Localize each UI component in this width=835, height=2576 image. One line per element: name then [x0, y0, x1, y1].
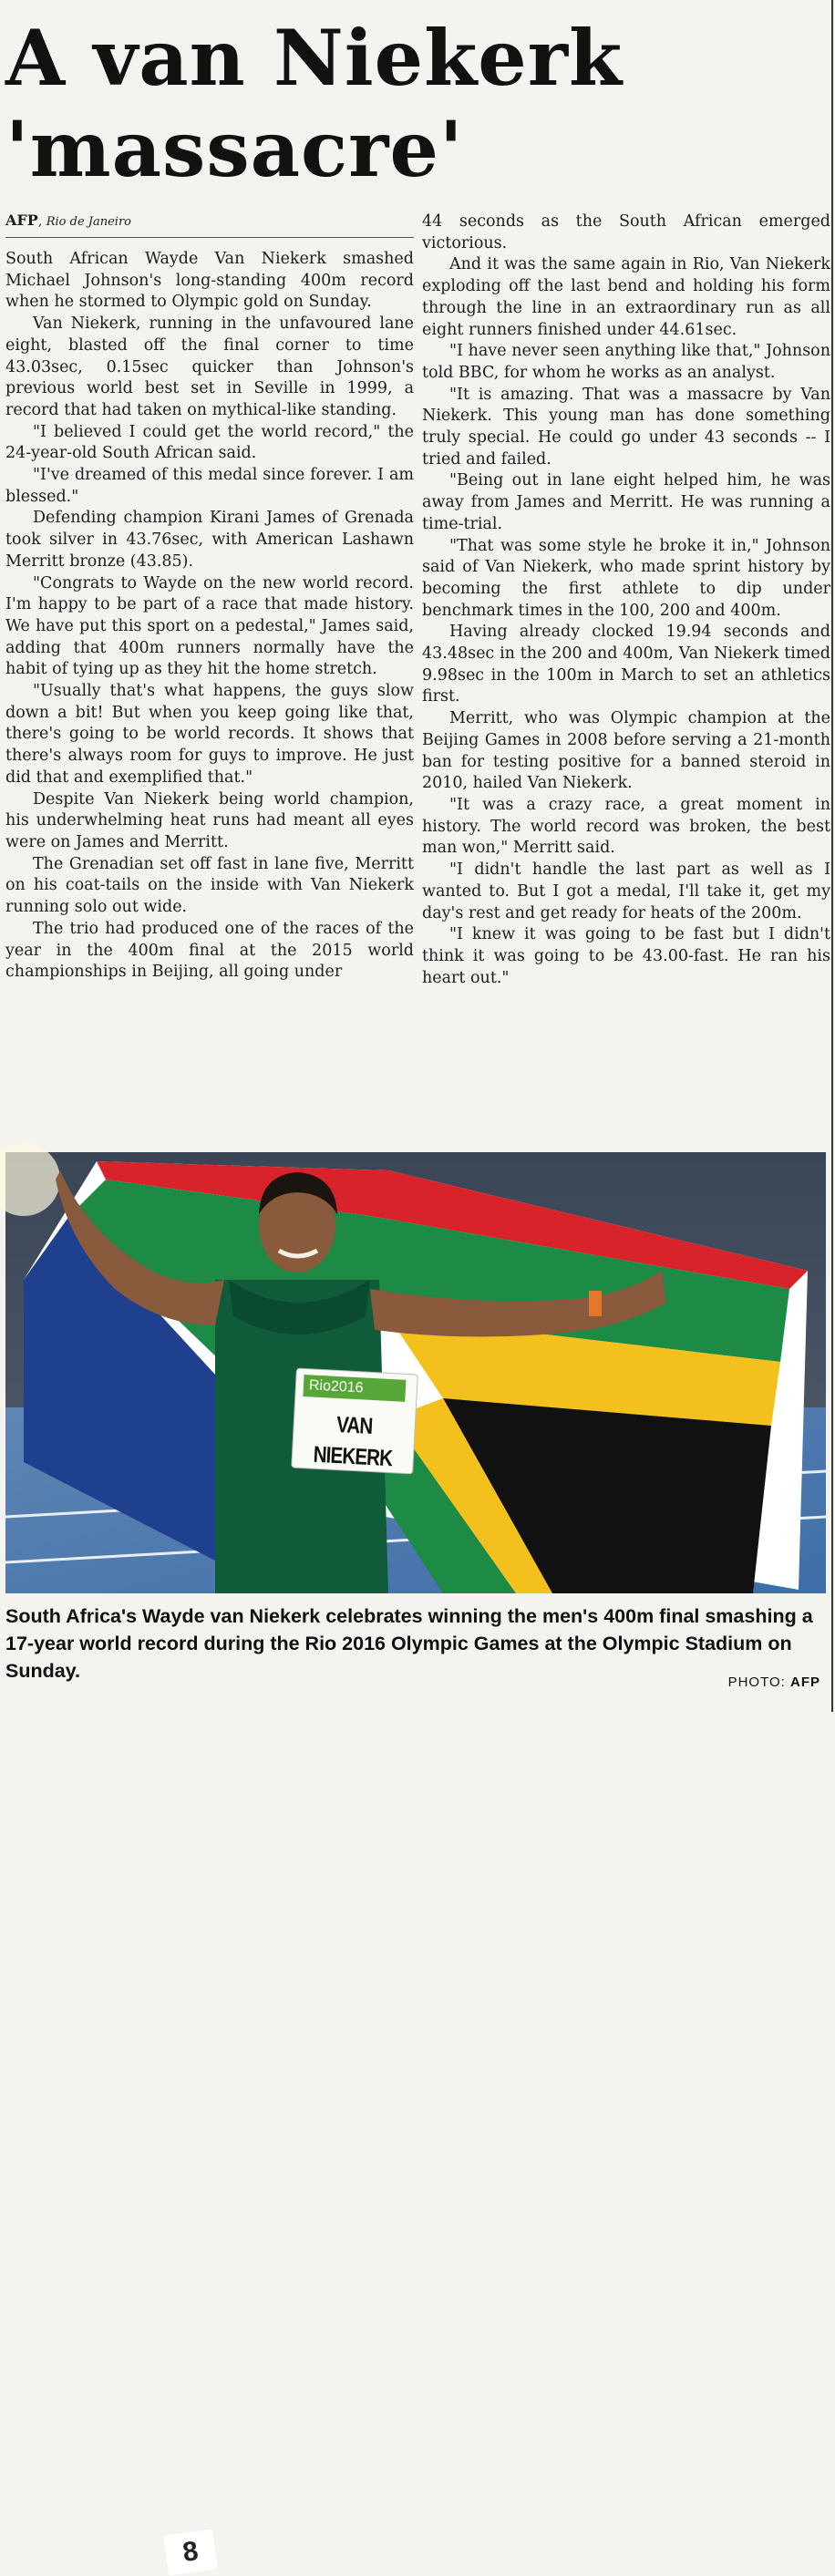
- paragraph: Merritt, who was Olympic champion at the Beijing Games in 2008 before serving a 21-month ban for testing positive for a banned steroid in 2010, hailed Van Niekerk.: [422, 709, 830, 793]
- paragraph: Despite Van Niekerk being world champion, his underwhelming heat runs had meant all eyes were on James and Merritt.: [5, 789, 414, 851]
- article-left-column: [5, 211, 414, 1132]
- headline: A van Niekerk 'massacre': [5, 13, 624, 194]
- paragraph: South African Wayde Van Niekerk smashed Michael Johnson's long-standing 400m record when he stormed to Olympic gold on Sunday.: [5, 250, 414, 312]
- bib-name: VAN NIEKERK: [313, 1411, 393, 1472]
- photo-credit-label: PHOTO:: [727, 1674, 786, 1690]
- paragraph: "I didn't handle the last part as well as I wanted to. But I got a medal, I'll take it, get my day's rest and get ready for heats of the 200m.: [422, 860, 830, 922]
- paragraph: "That was some style he broke it in," Johnson said of Van Niekerk, who made sprint history by becoming the first athlete to dip under benchmark times in the 100, 200 and 400m.: [422, 536, 830, 620]
- race-bib: [291, 1368, 418, 1475]
- paragraph: "I knew it was going to be fast but I didn't think it was going to be 43.00-fast. He ran his heart out.": [422, 925, 830, 987]
- paragraph: "Usually that's what happens, the guys slow down a bit! But when you keep going like that, there's going to be world records. It shows that there's always room for guys to improve. He just did that and exemplified that.": [5, 682, 414, 787]
- byline-separator: ,: [37, 214, 46, 229]
- paragraph: The trio had produced one of the races of the year in the 400m final at the 2015 world championships in Beijing, all going under: [5, 919, 414, 982]
- bib-brand: Rio2016: [303, 1375, 406, 1402]
- paragraph: "It is amazing. That was a massacre by Van Niekerk. This young man has done something truly special. He could go under 43 seconds -- I tried and failed.: [422, 385, 830, 469]
- lane-number-card: 8: [163, 2529, 218, 2575]
- paragraph: "I've dreamed of this medal since forever. I am blessed.": [5, 466, 414, 506]
- byline-agency: AFP: [5, 211, 38, 229]
- paragraph: "Being out in lane eight helped him, he was away from James and Merritt. He was running a time-trial.: [422, 471, 830, 533]
- paragraph: Defending champion Kirani James of Grenada took silver in 43.76sec, with American Lashawn Merritt bronze (43.85).: [5, 509, 414, 571]
- page-border: [831, 0, 833, 1712]
- paragraph: "Congrats to Wayde on the new world record. I'm happy to be part of a race that made history. We have put this sport on a pedestal," James said, adding that 400m runners normally have the habit of tying up as they hit the home stretch.: [5, 573, 414, 679]
- paragraph: The Grenadian set off fast in lane five, Merritt on his coat-tails on the inside with Van Niekerk running solo out wide.: [5, 854, 414, 917]
- byline: [5, 211, 414, 238]
- photo-illustration: [5, 1152, 826, 1593]
- photo-credit-agency: AFP: [790, 1674, 820, 1690]
- photo-credit: [728, 1674, 820, 1690]
- paragraph: And it was the same again in Rio, Van Niekerk exploding off the last bend and holding his form through the line in an extraordinary run as all eight runners finished under 44.61sec.: [422, 255, 830, 339]
- paragraph: Having already clocked 19.94 seconds and 43.48sec in the 200 and 400m, Van Niekerk timed 9.98sec in the 100m in March to set an athletics first.: [422, 623, 830, 706]
- article-right-column: [422, 211, 830, 1132]
- photo-caption: South Africa's Wayde van Niekerk celebrates winning the men's 400m final smashing a 17-year world record during the Rio 2016 Olympic Games at the Olympic Stadium on Sunday.: [5, 1605, 813, 1682]
- paragraph: "I believed I could get the world record," the 24-year-old South African said.: [5, 422, 414, 463]
- byline-location: Rio de Janeiro: [46, 215, 131, 229]
- paragraph: "It was a crazy race, a great moment in history. The world record was broken, the best man won," Merritt said.: [422, 795, 830, 858]
- paragraph: 44 seconds as the South African emerged victorious.: [422, 212, 830, 252]
- paragraph: Van Niekerk, running in the unfavoured lane eight, blasted off the final corner to time 43.03sec, 0.15sec quicker than Johnson's previous world best set in Seville in 1999, a record that had taken on mythical-like standing.: [5, 314, 414, 419]
- paragraph: "I have never seen anything like that," Johnson told BBC, for whom he works as an analyst.: [422, 342, 830, 382]
